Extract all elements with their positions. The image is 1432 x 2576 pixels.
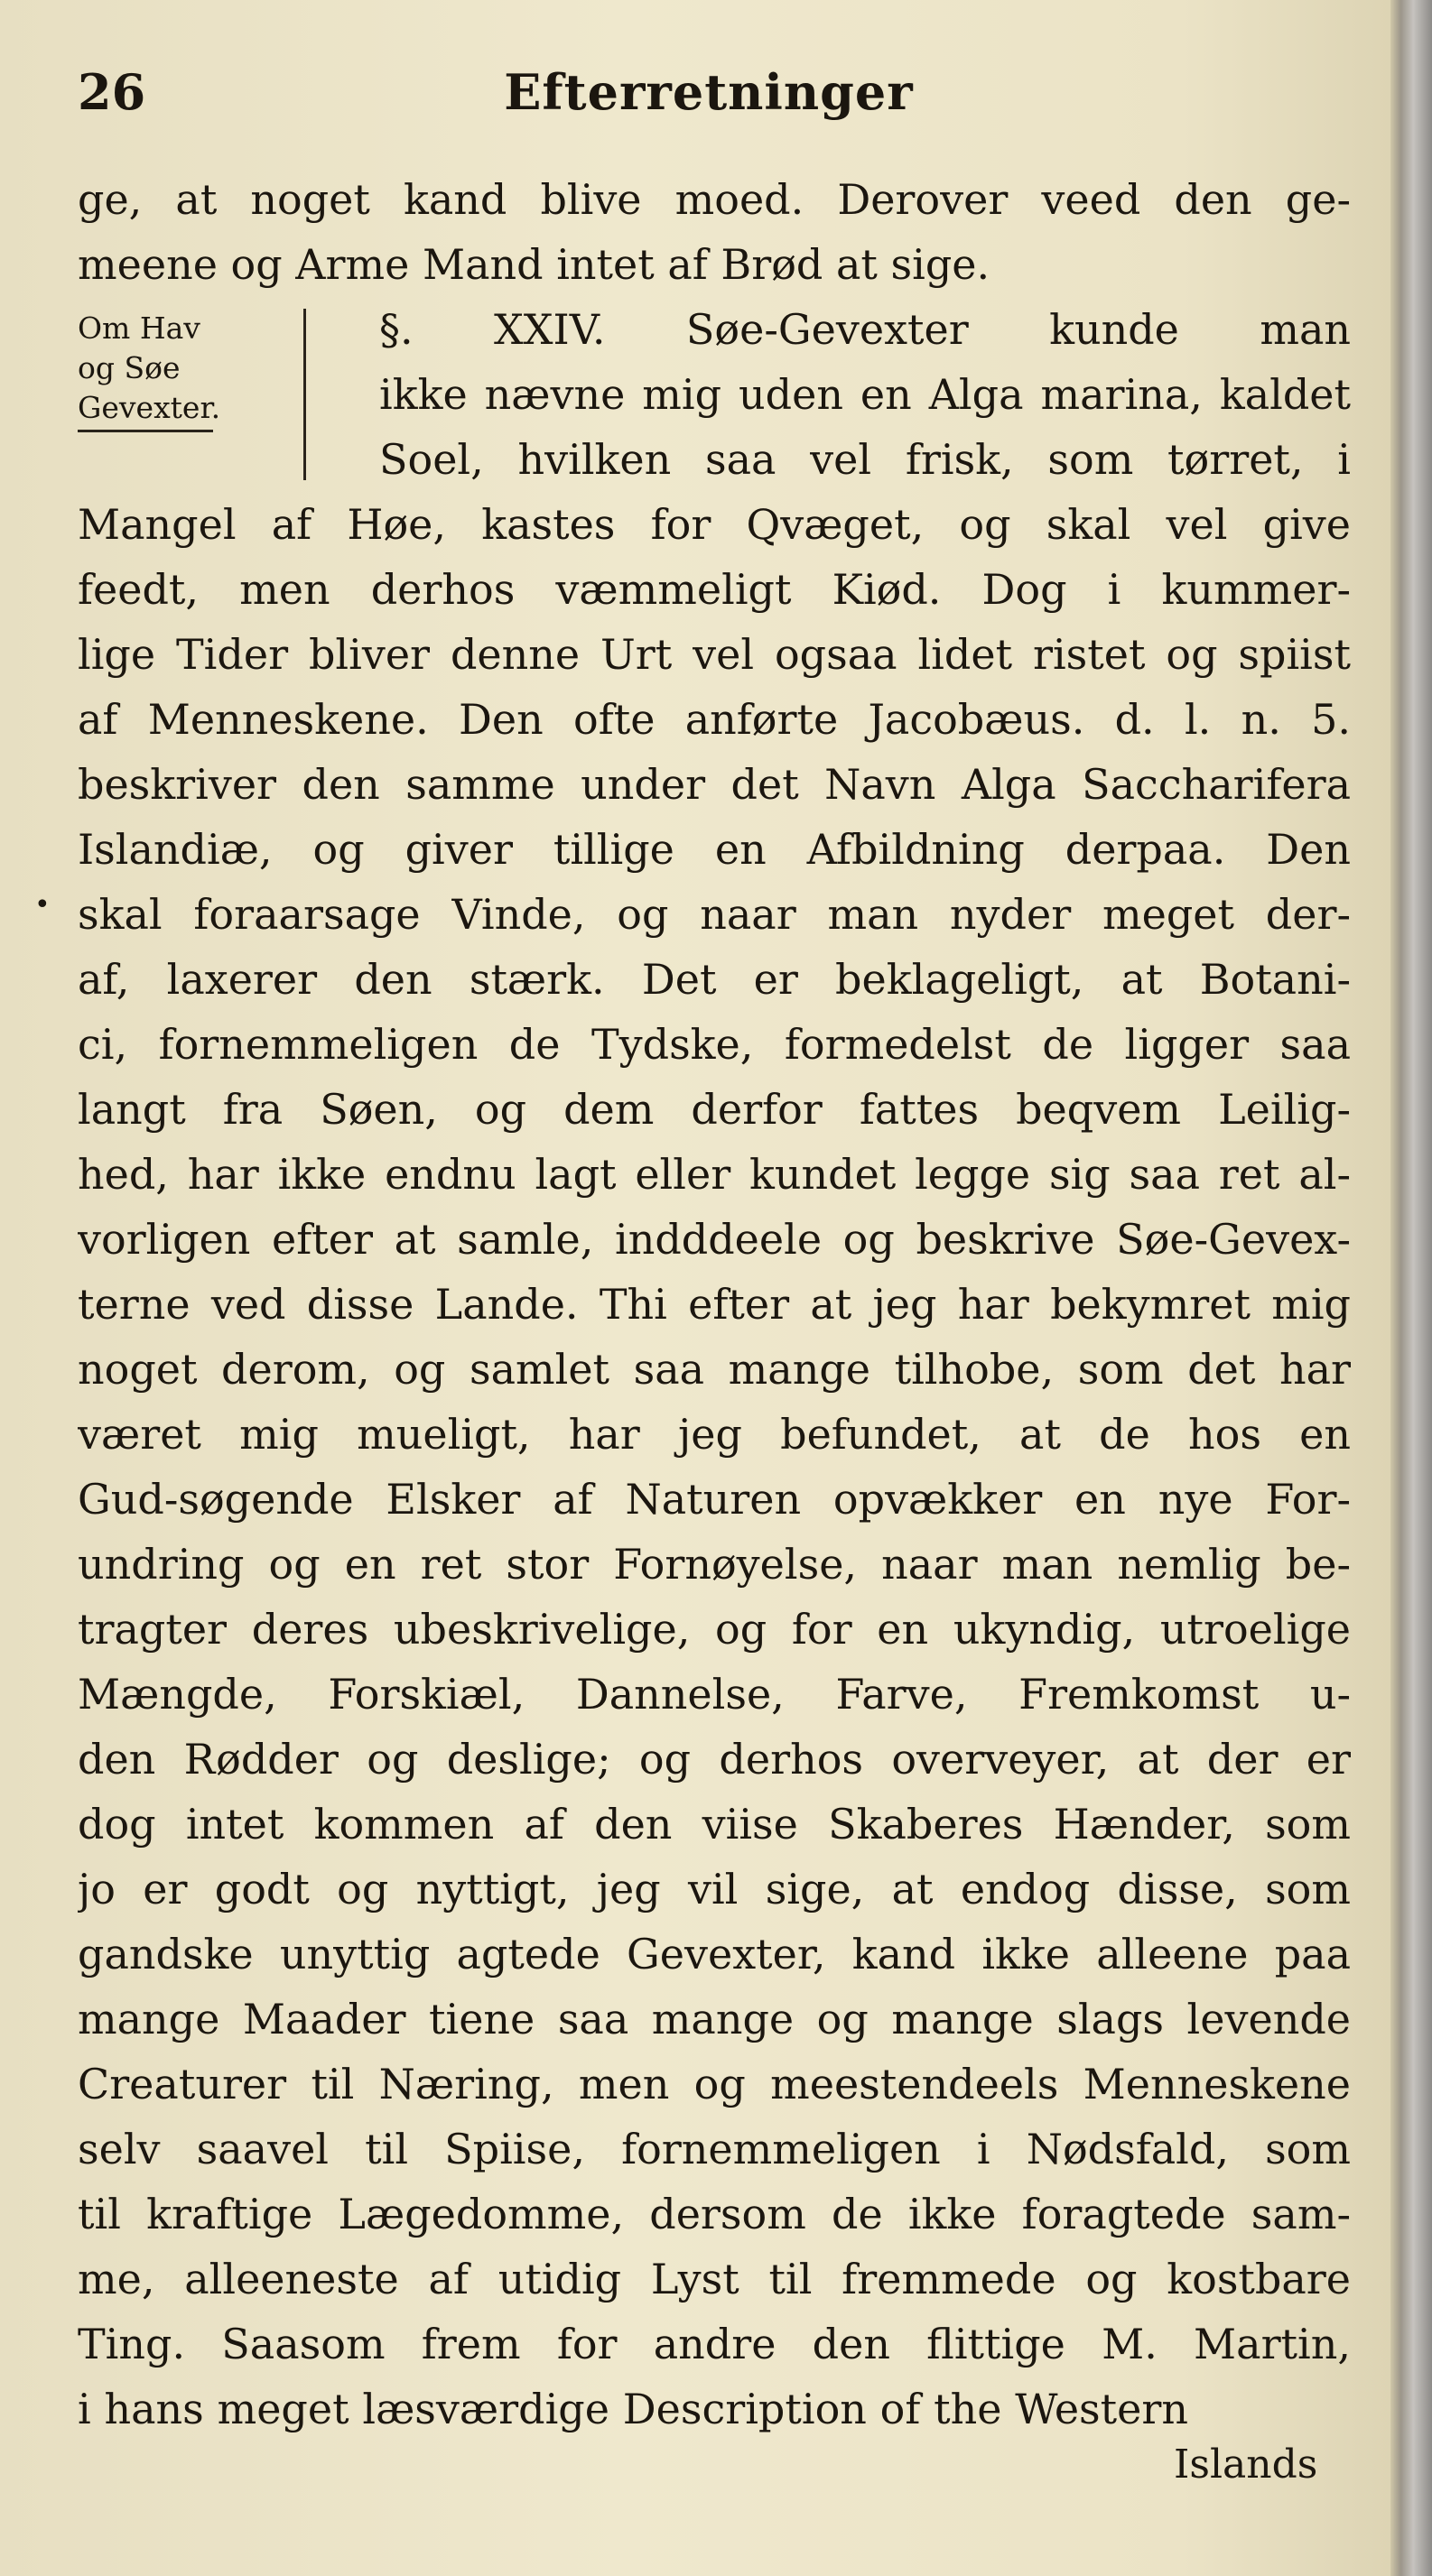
text-line: noget derom, og samlet saa mange tilhobe, som det har [78,1345,1351,1394]
text-line: til kraftige Lægedomme, dersom de ikke foragtede sam- [78,2190,1351,2238]
text-line: lige Tider bliver denne Urt vel ogsaa lidet ristet og spiist [78,630,1351,679]
text-line: dog intet kommen af den viise Skaberes Hænder, som [78,1800,1351,1849]
margin-note-line: Gevexter. [78,390,221,425]
text-line: langt fra Søen, og dem derfor fattes beqvem Leilig- [78,1085,1351,1134]
text-line: Creaturer til Næring, men og meestendeels Menneskene [78,2060,1351,2108]
text-line: ikke nævne mig uden en Alga marina, kaldet [379,370,1351,419]
text-line: Islandiæ, og giver tillige en Afbildning derpaa. Den [78,825,1351,874]
margin-note [78,309,306,480]
text-line: mange Maader tiene saa mange og mange slags levende [78,1995,1351,2043]
text-line: i hans meget læsværdige Description of the Western [78,2385,1188,2433]
text-line: ge, at noget kand blive moed. Derover veed den ge- [78,175,1351,224]
running-head: Efterretninger [504,63,914,121]
text-line: selv saavel til Spiise, fornemmeligen i Nødsfald, som [78,2125,1351,2173]
page-edge [1390,0,1432,2576]
text-line: Ting. Saasom frem for andre den flittige M. Martin, [78,2320,1351,2368]
text-line: terne ved disse Lande. Thi efter at jeg har bekymret mig [78,1280,1351,1329]
text-line: skal foraarsage Vinde, og naar man nyder meget der- [78,890,1351,939]
text-line: feedt, men derhos væmmeligt Kiød. Dog i kummer- [78,565,1351,614]
text-line: §. XXIV. Søe-Gevexter kunde man [379,305,1351,354]
text-line: undring og en ret stor Fornøyelse, naar man nemlig be- [78,1540,1351,1589]
text-line: gandske unyttig agtede Gevexter, kand ikke alleene paa [78,1930,1351,1978]
text-line: beskriver den samme under det Navn Alga Saccharifera [78,760,1351,809]
text-line: den Rødder og deslige; og derhos overveyer, at der er [78,1735,1351,1784]
text-line: jo er godt og nyttigt, jeg vil sige, at endog disse, som [78,1865,1351,1913]
text-line: af Menneskene. Den ofte anførte Jacobæus. d. l. n. 5. [78,695,1351,744]
page-number: 26 [78,63,146,121]
text-line: Gud-søgende Elsker af Naturen opvækker en nye For- [78,1475,1351,1524]
text-line: hed, har ikke endnu lagt eller kundet legge sig saa ret al- [78,1150,1351,1199]
text-line: me, alleeneste af utidig Lyst til fremmede og kostbare [78,2255,1351,2303]
text-line: meene og Arme Mand intet af Brød at sige. [78,240,990,289]
margin-note-rule [78,430,213,432]
text-line: Soel, hvilken saa vel frisk, som tørret, i [379,435,1351,484]
text-line: vorligen efter at samle, indddeele og beskrive Søe-Gevex- [78,1215,1351,1264]
text-line: tragter deres ubeskrivelige, og for en ukyndig, utroelige [78,1605,1351,1654]
text-line: ci, fornemmeligen de Tydske, formedelst de ligger saa [78,1020,1351,1069]
text-line: været mig mueligt, har jeg befundet, at de hos en [78,1410,1351,1459]
page-header [72,63,1345,135]
catchword: Islands [1174,2442,1318,2488]
margin-dot: • [34,889,51,921]
text-line: af, laxerer den stærk. Det er beklageligt, at Botani- [78,955,1351,1004]
text-line: Mangel af Høe, kastes for Qvæget, og skal vel give [78,500,1351,549]
margin-note-line: og Søe [78,350,181,385]
text-line: Mængde, Forskiæl, Dannelse, Farve, Fremkomst u- [78,1670,1351,1719]
margin-note-line: Om Hav [78,310,200,346]
